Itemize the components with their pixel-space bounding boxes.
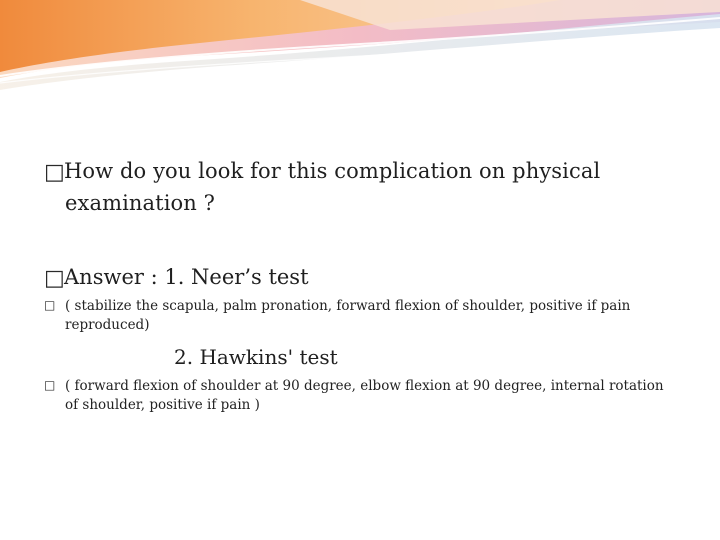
- question-line-2: [65, 191, 215, 215]
- answer-text: Answer : 1. Neer’s test: [64, 265, 309, 289]
- box-bullet-icon: □: [44, 378, 56, 392]
- neer-details-text-2: reproduced): [65, 317, 150, 333]
- neer-details-line-1: [44, 298, 630, 314]
- hawkins-details-text-1: ( forward flexion of shoulder at 90 degree, elbow flexion at 90 degree, internal rotation: [65, 378, 664, 394]
- question-text-2: examination ?: [65, 191, 216, 215]
- hawkins-details-line-1: [44, 378, 664, 394]
- question-line-1: [44, 159, 600, 184]
- hawkins-details-text-2: of shoulder, positive if pain ): [65, 397, 260, 413]
- answer-line: [44, 265, 309, 290]
- neer-details-text-1: ( stabilize the scapula, palm pronation, forward flexion of shoulder, positive if pain: [65, 298, 631, 314]
- neer-details-line-2: [65, 317, 149, 333]
- box-bullet-icon: □: [44, 266, 65, 291]
- question-text-1: How do you look for this complication on physical: [64, 159, 601, 183]
- hawkins-heading-text: 2. Hawkins' test: [174, 345, 338, 369]
- box-bullet-icon: □: [44, 160, 65, 185]
- box-bullet-icon: □: [44, 298, 56, 312]
- hawkins-heading: [174, 345, 338, 369]
- hawkins-details-line-2: [65, 397, 260, 413]
